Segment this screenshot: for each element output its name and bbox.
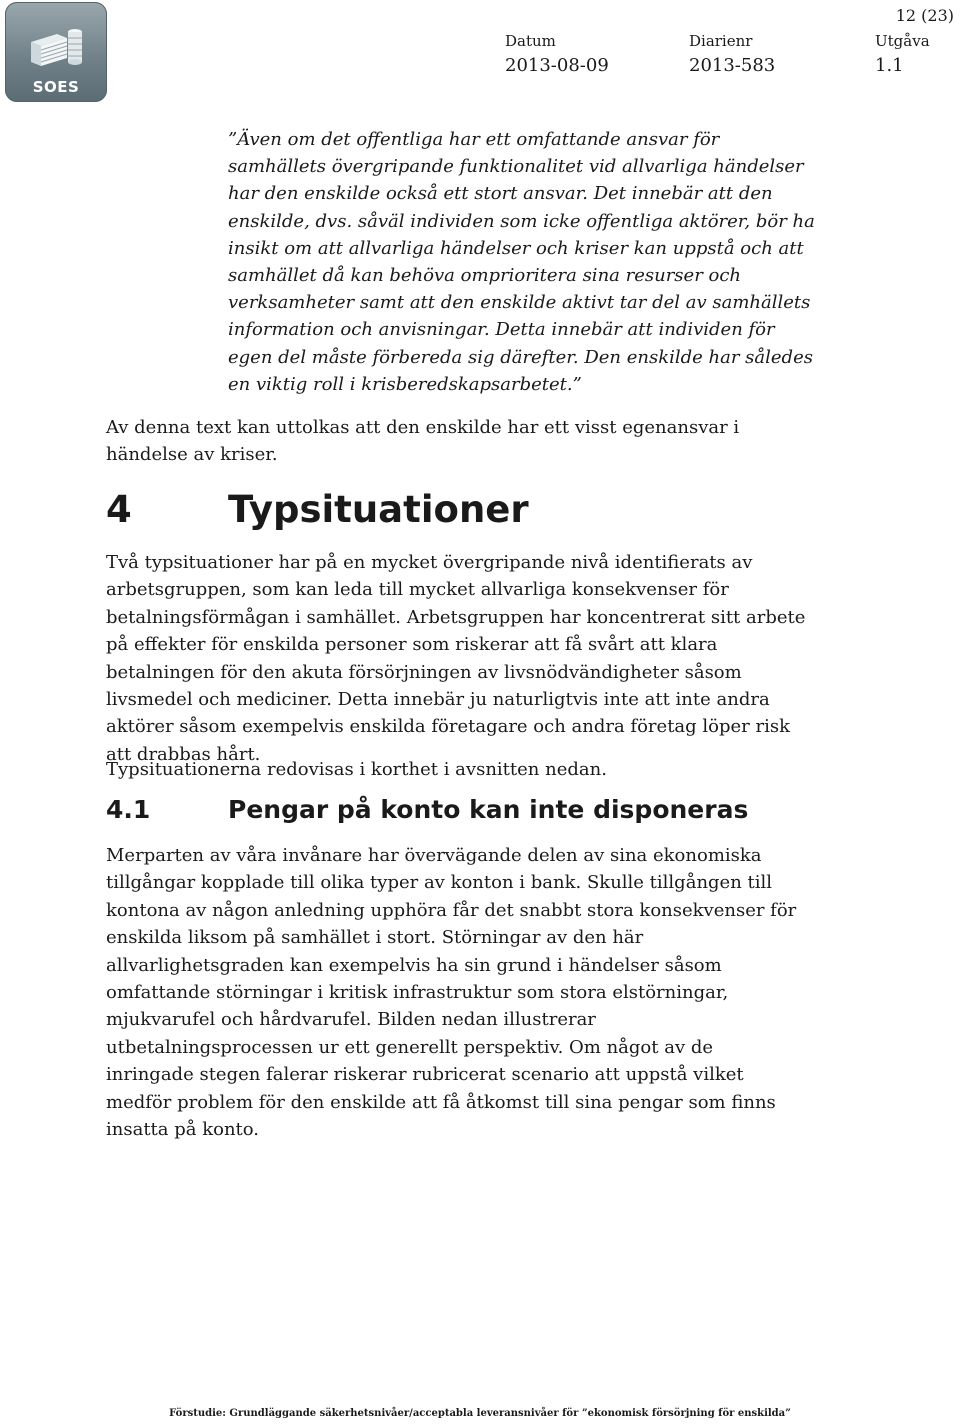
diarienr-value: 2013-583 (689, 55, 776, 76)
logo-text: SOES (32, 78, 80, 96)
section-4-1-title: Pengar på konto kan inte disponeras (228, 795, 749, 824)
soes-logo (5, 2, 107, 102)
date-label: Datum (505, 32, 556, 50)
quote-block: ”Även om det offentliga har ett omfattande ansvar för samhällets övergripande funktionalitet vid allvarliga händelser har den enskilde också ett stort ansvar. Det innebär att den enskilde, dvs. såväl individen som icke offentliga aktörer, bör ha insikt om att allvarliga händelser och kriser kan uppstå och att samhället då kan behöva omprioritera sina resurser och verksamheter samt att den enskilde aktivt tar del av samhällets information och anvisningar. Detta innebär att individen för egen del måste förbereda sig därefter. Den enskilde har således en viktig roll i krisberedskapsarbetet.” (228, 129, 815, 395)
date-value: 2013-08-09 (505, 55, 609, 76)
section-4-1-number: 4.1 (106, 795, 151, 824)
footer: Förstudie: Grundläggande säkerhetsnivåer/acceptabla leveransnivåer för ”ekonomisk försörjning för enskilda” (169, 1408, 791, 1419)
section-4-title: Typsituationer (228, 488, 529, 531)
page-number: 12 (23) (895, 6, 954, 25)
utgava-value: 1.1 (875, 55, 904, 76)
section-4-number: 4 (106, 488, 132, 531)
section-4-paragraph-1: Två typsituationer har på en mycket övergripande nivå identifierats av arbetsgruppen, som kan leda till mycket allvarliga konsekvenser för betalningsförmågan i samhället. Arbetsgruppen har koncentrerat sitt arbete på effekter för enskilda personer som riskerar att få svårt att klara betalningen för den akuta försörjningen av livsnödvändigheter såsom livsmedel och mediciner. Detta innebär ju naturligtvis inte att inte andra aktörer såsom exempelvis enskilda företagare och andra företag löper risk att drabbas hårt. (106, 552, 806, 765)
utgava-label: Utgåva (875, 32, 930, 50)
diarienr-label: Diarienr (689, 32, 753, 50)
interpretation-paragraph: Av denna text kan uttolkas att den enskilde har ett visst egenansvar i händelse av kriser. (106, 417, 740, 466)
coin-stack-icon (27, 20, 87, 75)
section-4-1-paragraph: Merparten av våra invånare har övervägande delen av sina ekonomiska tillgångar kopplade till olika typer av konton i bank. Skulle tillgången till kontona av någon anledning upphöra får det snabbt stora konsekvenser för enskilda liksom på samhället i stort. Störningar av den här allvarlighetsgraden kan exempelvis ha sin grund i händelser såsom omfattande störningar i kritisk infrastruktur som stora elstörningar, mjukvarufel och hårdvarufel. Bilden nedan illustrerar utbetalningsprocessen ur ett generellt perspektiv. Om något av de inringade stegen falerar riskerar rubricerat scenario att uppstå vilket medför problem för den enskilde att få åtkomst till sina pengar som finns insatta på konto. (106, 845, 797, 1141)
section-4-paragraph-2: Typsituationerna redovisas i korthet i avsnitten nedan. (106, 759, 607, 780)
